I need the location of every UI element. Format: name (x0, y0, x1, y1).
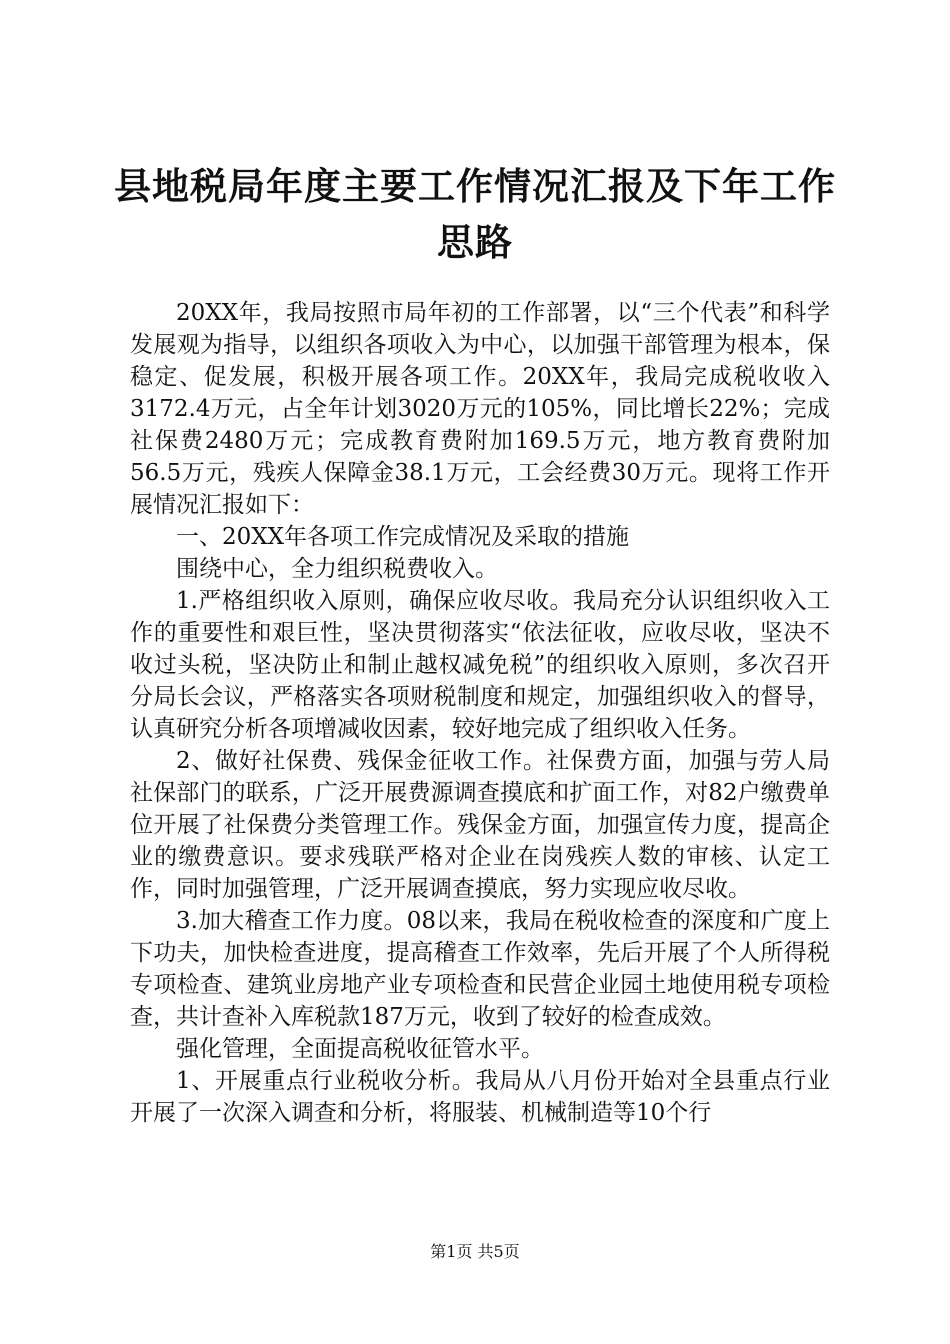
subsection-heading-management: 强化管理，全面提高税收征管水平。 (176, 1036, 544, 1062)
document-title: 县地税局年度主要工作情况汇报及下年工作思路 (114, 164, 836, 264)
document-body (130, 297, 830, 1129)
section-heading-1: 一、20XX年各项工作完成情况及采取的措施 (176, 524, 630, 550)
subsection-heading-revenue: 围绕中心，全力组织税费收入。 (176, 556, 498, 582)
paragraph-management-item-1: 1、开展重点行业税收分析。我局从八月份开始对全县重点行业开展了一次深入调查和分析，将服装、机械制造等10个行 (130, 1068, 830, 1126)
paragraph-item-3: 3.加大稽查工作力度。08以来，我局在税收检查的深度和广度上下功夫，加快检查进度，提高稽查工作效率，先后开展了个人所得税专项检查、建筑业房地产业专项检查和民营企业园土地使用税专项检查，共计查补入库税款187万元，收到了较好的检查成效。 (130, 908, 830, 1030)
paragraph-intro: 20XX年，我局按照市局年初的工作部署，以“三个代表”和科学发展观为指导，以组织各项收入为中心，以加强干部管理为根本，保稳定、促发展，积极开展各项工作。20XX年，我局完成税收收入3172.4万元，占全年计划3020万元的105%，同比增长22%；完成社保费2480万元；完成教育费附加169.5万元，地方教育费附加56.5万元，残疾人保障金38.1万元，工会经费30万元。现将工作开展情况汇报如下： (130, 300, 830, 518)
paragraph-item-2: 2、做好社保费、残保金征收工作。社保费方面，加强与劳人局社保部门的联系，广泛开展费源调查摸底和扩面工作，对82户缴费单位开展了社保费分类管理工作。残保金方面，加强宣传力度，提高企业的缴费意识。要求残联严格对企业在岗残疾人数的审核、认定工作，同时加强管理，广泛开展调查摸底，努力实现应收尽收。 (130, 748, 830, 902)
paragraph-item-1: 1.严格组织收入原则，确保应收尽收。我局充分认识组织收入工作的重要性和艰巨性，坚决贯彻落实“依法征收，应收尽收，坚决不收过头税，坚决防止和制止越权减免税”的组织收入原则，多次召开分局长会议，严格落实各项财税制度和规定，加强组织收入的督导，认真研究分析各项增减收因素，较好地完成了组织收入任务。 (130, 588, 830, 742)
page-footer: 第1页 共5页 (430, 1242, 520, 1261)
